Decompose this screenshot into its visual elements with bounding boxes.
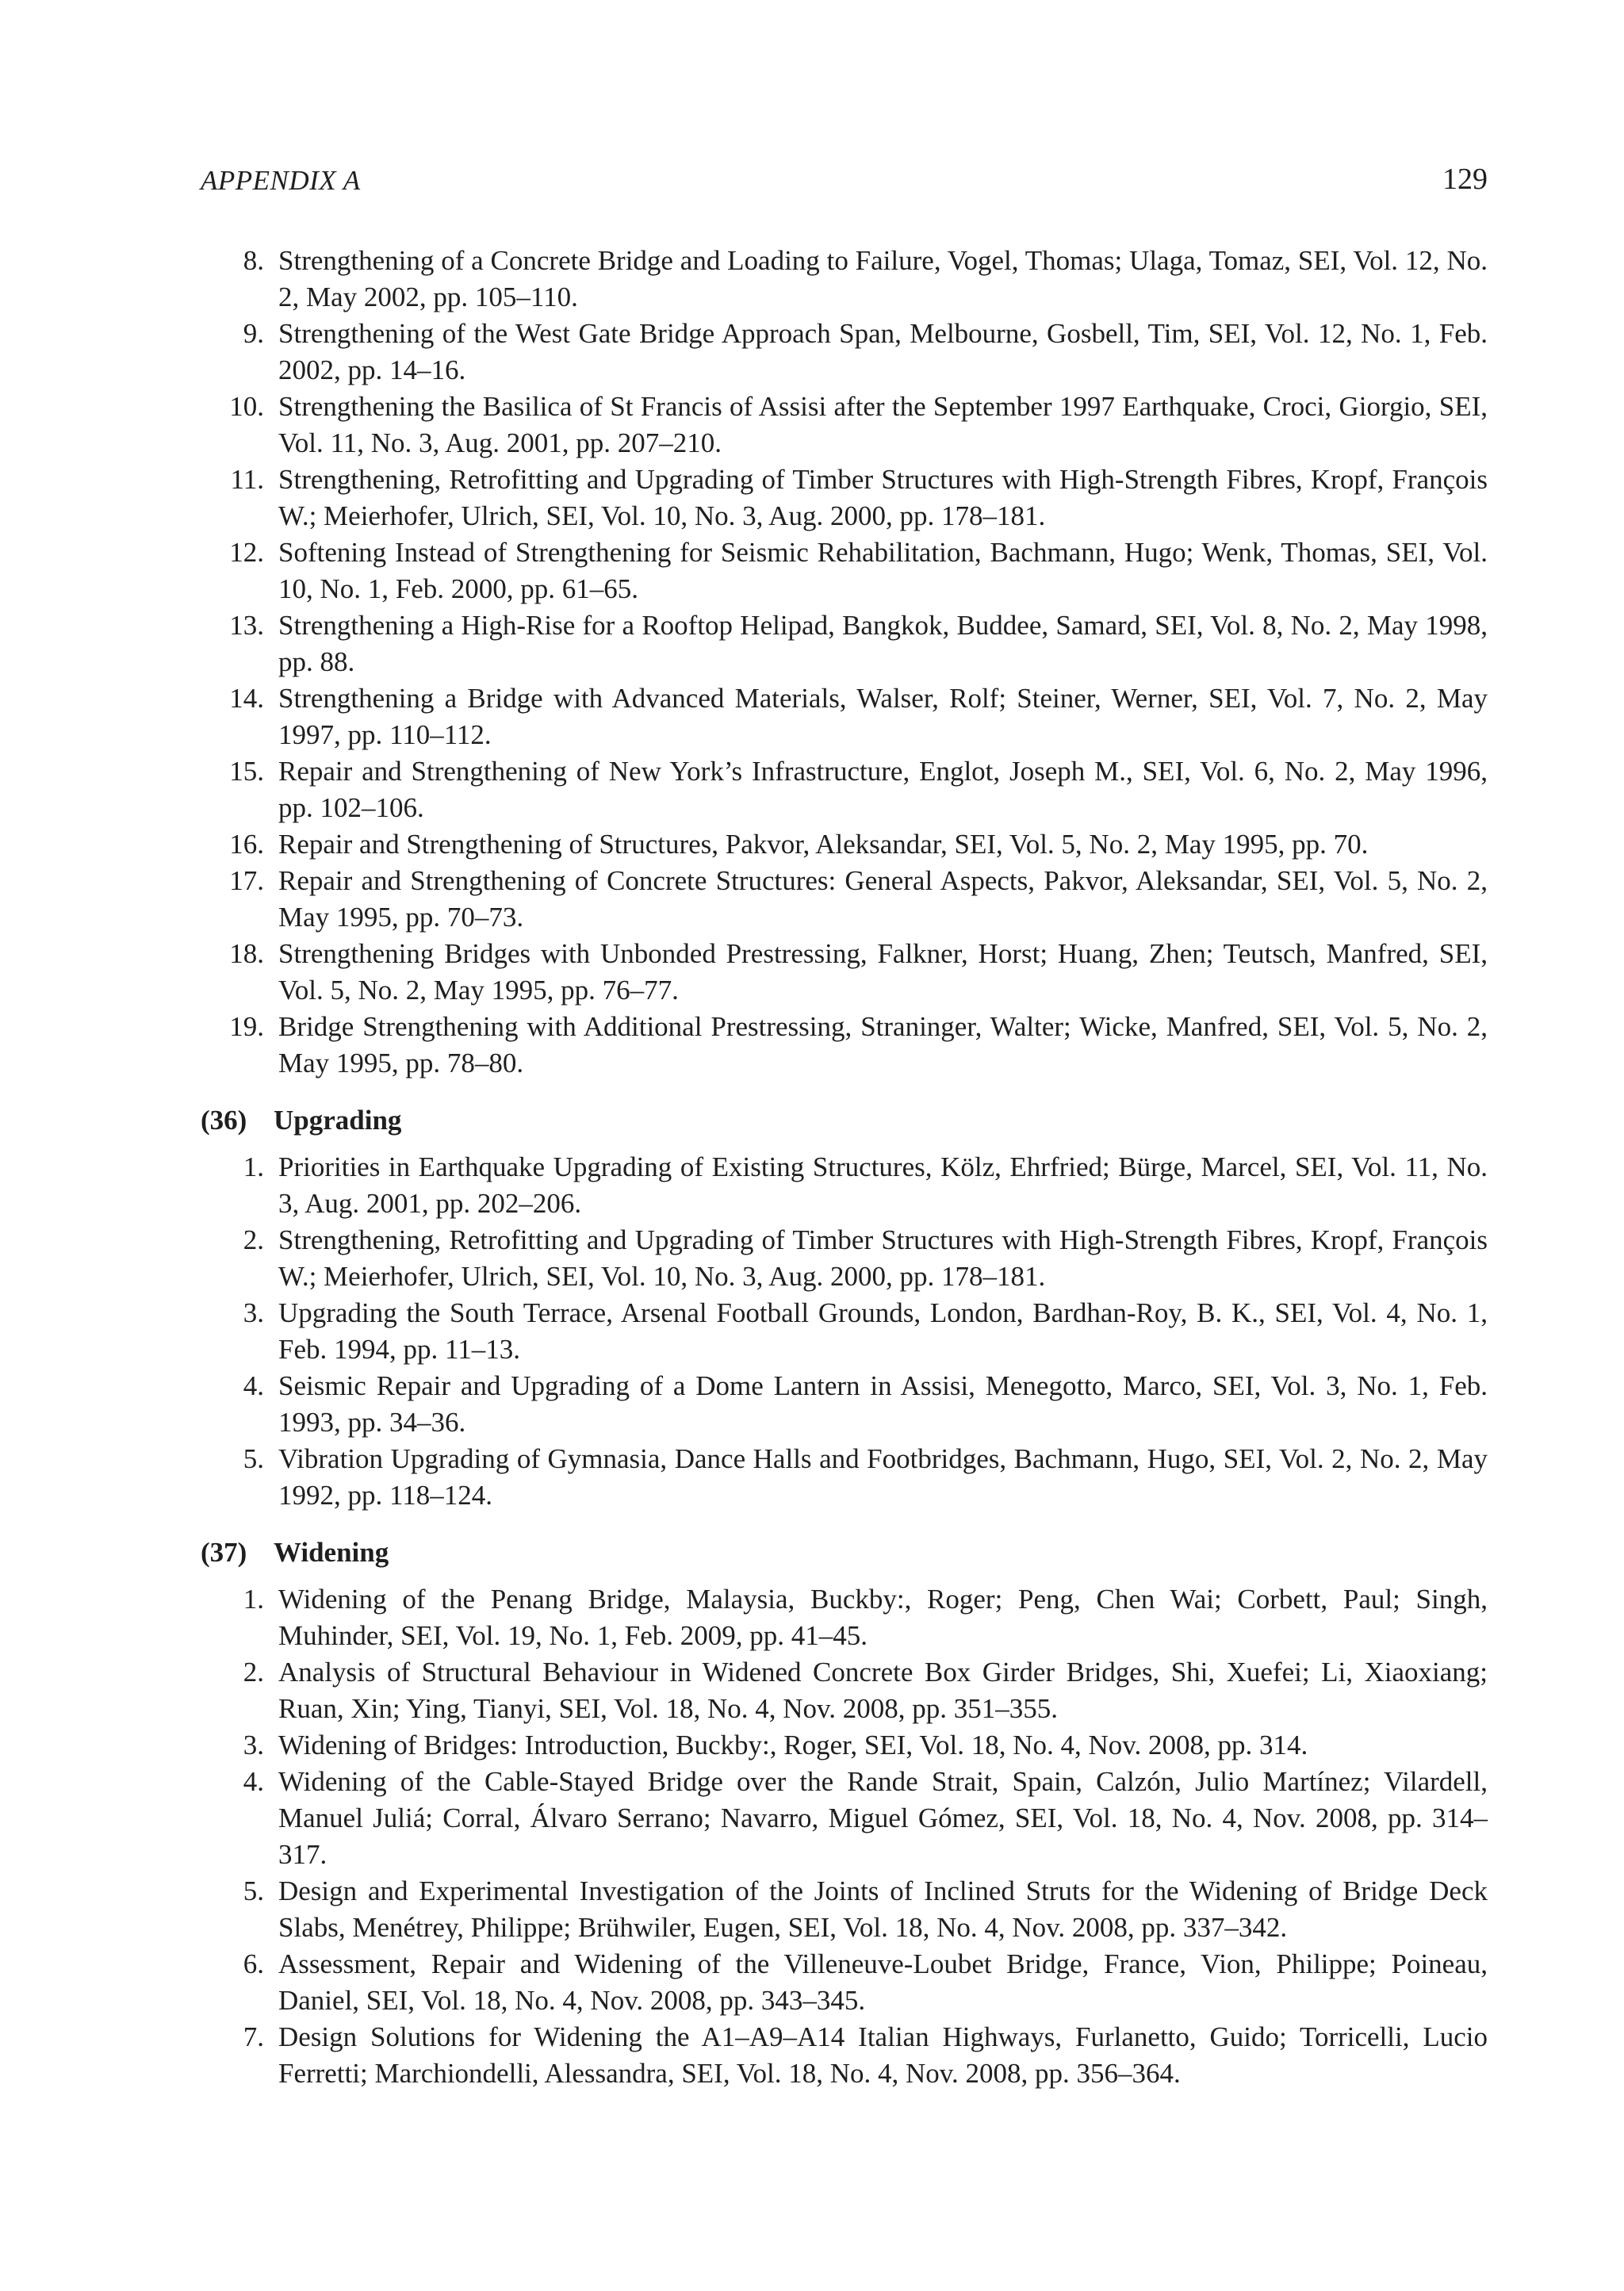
reference-item (201, 1009, 1488, 1082)
running-head (201, 163, 1488, 198)
reference-item (201, 1295, 1488, 1368)
reference-item (201, 1441, 1488, 1514)
reference-item (201, 1222, 1488, 1295)
reference-text: Strengthening of the West Gate Bridge Approach Span, Melbourne, Gosbell, Tim, SEI, Vol. 12, No. 1, Feb. 2002, pp. 14–16. (278, 318, 1488, 385)
reference-text: Upgrading the South Terrace, Arsenal Football Grounds, London, Bardhan-Roy, B. K., SEI, Vol. 4, No. 1, Feb. 1994, pp. 11–13. (278, 1297, 1488, 1365)
reference-item (201, 2019, 1488, 2092)
reference-text: Repair and Strengthening of Structures, Pakvor, Aleksandar, SEI, Vol. 5, No. 2, May 1995, pp. 70. (278, 829, 1369, 860)
reference-text: Widening of Bridges: Introduction, Buckby:, Roger, SEI, Vol. 18, No. 4, Nov. 2008, pp. 314. (278, 1730, 1308, 1760)
reference-number: 18. (229, 938, 264, 969)
reference-item (201, 1764, 1488, 1873)
reference-number: 4. (243, 1370, 264, 1401)
reference-number: 11. (230, 464, 264, 495)
reference-text: Strengthening the Basilica of St Francis of Assisi after the September 1997 Earthquake, Croci, Giorgio, SEI, Vol. 11, No. 3, Aug. 2001, pp. 207–210. (278, 391, 1488, 458)
reference-text: Assessment, Repair and Widening of the Villeneuve-Loubet Bridge, France, Vion, Philippe; Poineau, Daniel, SEI, Vol. 18, No. 4, Nov. 2008, pp. 343–345. (278, 1948, 1488, 2016)
reference-item (201, 1727, 1488, 1764)
section-heading-widening (201, 1534, 1488, 1571)
reference-number: 12. (229, 537, 264, 568)
reference-number: 10. (229, 391, 264, 422)
reference-number: 4. (243, 1766, 264, 1797)
reference-text: Strengthening, Retrofitting and Upgrading of Timber Structures with High-Strength Fibres, Kropf, François W.; Meierhofer, Ulrich, SEI, Vol. 10, No. 3, Aug. 2000, pp. 178–181. (278, 464, 1488, 531)
reference-number: 3. (243, 1297, 264, 1328)
reference-text: Analysis of Structural Behaviour in Widened Concrete Box Girder Bridges, Shi, Xuefei; Li, Xiaoxiang; Ruan, Xin; Ying, Tianyi, SEI, Vol. 18, No. 4, Nov. 2008, pp. 351–355. (278, 1657, 1488, 1724)
reference-text: Widening of the Penang Bridge, Malaysia, Buckby:, Roger; Peng, Chen Wai; Corbett, Paul; Singh, Muhinder, SEI, Vol. 19, No. 1, Feb. 2009, pp. 41–45. (278, 1584, 1488, 1651)
reference-item (201, 936, 1488, 1009)
reference-text: Softening Instead of Strengthening for Seismic Rehabilitation, Bachmann, Hugo; Wenk, Thomas, SEI, Vol. 10, No. 1, Feb. 2000, pp. 61–65. (278, 537, 1488, 604)
reference-item (201, 316, 1488, 389)
reference-number: 17. (229, 865, 264, 896)
reference-number: 5. (243, 1875, 264, 1906)
reference-item (201, 462, 1488, 534)
reference-number: 7. (243, 2021, 264, 2052)
reference-text: Vibration Upgrading of Gymnasia, Dance Halls and Footbridges, Bachmann, Hugo, SEI, Vol. 2, No. 2, May 1992, pp. 118–124. (278, 1443, 1488, 1511)
reference-number: 8. (243, 245, 264, 276)
reference-text: Repair and Strengthening of Concrete Structures: General Aspects, Pakvor, Aleksandar, SEI, Vol. 5, No. 2, May 1995, pp. 70–73. (278, 865, 1488, 933)
reference-text: Seismic Repair and Upgrading of a Dome Lantern in Assisi, Menegotto, Marco, SEI, Vol. 3, No. 1, Feb. 1993, pp. 34–36. (278, 1370, 1488, 1438)
reference-number: 6. (243, 1948, 264, 1979)
reference-item (201, 753, 1488, 826)
reference-item (201, 863, 1488, 936)
running-title: APPENDIX A (201, 165, 361, 196)
reference-list-widening (201, 1581, 1488, 2092)
reference-item (201, 534, 1488, 607)
reference-text: Strengthening a Bridge with Advanced Materials, Walser, Rolf; Steiner, Werner, SEI, Vol. 7, No. 2, May 1997, pp. 110–112. (278, 683, 1488, 750)
reference-item (201, 1149, 1488, 1222)
section-heading-upgrading (201, 1102, 1488, 1139)
reference-text: Bridge Strengthening with Additional Prestressing, Straninger, Walter; Wicke, Manfred, SEI, Vol. 5, No. 2, May 1995, pp. 78–80. (278, 1011, 1488, 1078)
reference-item (201, 1581, 1488, 1654)
reference-item (201, 826, 1488, 863)
section-number: (36) (201, 1105, 247, 1136)
reference-item (201, 1873, 1488, 1946)
reference-item (201, 1368, 1488, 1441)
reference-item (201, 1654, 1488, 1727)
reference-text: Repair and Strengthening of New York’s Infrastructure, Englot, Joseph M., SEI, Vol. 6, No. 2, May 1996, pp. 102–106. (278, 756, 1488, 823)
reference-text: Strengthening a High-Rise for a Rooftop Helipad, Bangkok, Buddee, Samard, SEI, Vol. 8, No. 2, May 1998, pp. 88. (278, 610, 1488, 677)
reference-number: 5. (243, 1443, 264, 1474)
reference-number: 15. (229, 756, 264, 787)
reference-number: 19. (229, 1011, 264, 1042)
reference-number: 1. (243, 1151, 264, 1182)
reference-text: Priorities in Earthquake Upgrading of Existing Structures, Kölz, Ehrfried; Bürge, Marcel, SEI, Vol. 11, No. 3, Aug. 2001, pp. 202–206. (278, 1151, 1488, 1219)
reference-text: Strengthening Bridges with Unbonded Prestressing, Falkner, Horst; Huang, Zhen; Teutsch, Manfred, SEI, Vol. 5, No. 2, May 1995, pp. 76–77. (278, 938, 1488, 1006)
reference-item (201, 680, 1488, 753)
reference-item (201, 243, 1488, 316)
reference-item (201, 1946, 1488, 2019)
reference-text: Design Solutions for Widening the A1–A9–A14 Italian Highways, Furlanetto, Guido; Torricelli, Lucio Ferretti; Marchiondelli, Alessandra, SEI, Vol. 18, No. 4, Nov. 2008, pp. 356–364. (278, 2021, 1488, 2089)
reference-number: 3. (243, 1730, 264, 1760)
reference-number: 2. (243, 1657, 264, 1688)
section-number: (37) (201, 1537, 247, 1568)
reference-number: 2. (243, 1224, 264, 1255)
reference-number: 16. (229, 829, 264, 860)
reference-text: Strengthening, Retrofitting and Upgrading of Timber Structures with High-Strength Fibres, Kropf, François W.; Meierhofer, Ulrich, SEI, Vol. 10, No. 3, Aug. 2000, pp. 178–181. (278, 1224, 1488, 1292)
reference-item (201, 607, 1488, 680)
reference-number: 14. (229, 683, 264, 714)
reference-text: Design and Experimental Investigation of the Joints of Inclined Struts for the Widening of Bridge Deck Slabs, Menétrey, Philippe; Brühwiler, Eugen, SEI, Vol. 18, No. 4, Nov. 2008, pp. 337–342. (278, 1875, 1488, 1943)
reference-text: Widening of the Cable-Stayed Bridge over the Rande Strait, Spain, Calzón, Julio Martínez; Vilardell, Manuel Juliá; Corral, Álvaro Serrano; Navarro, Miguel Gómez, SEI, Vol. 18, No. 4, Nov. 2008, pp. 314–317. (278, 1766, 1488, 1870)
reference-list-upgrading (201, 1149, 1488, 1514)
reference-item (201, 389, 1488, 462)
reference-number: 9. (243, 318, 264, 349)
reference-number: 1. (243, 1584, 264, 1615)
page-number: 129 (1442, 163, 1488, 196)
reference-list-continued (201, 243, 1488, 1082)
reference-number: 13. (229, 610, 264, 641)
section-title: Upgrading (274, 1105, 402, 1136)
section-title: Widening (274, 1537, 389, 1568)
page-content (201, 243, 1488, 2092)
reference-text: Strengthening of a Concrete Bridge and Loading to Failure, Vogel, Thomas; Ulaga, Tomaz, SEI, Vol. 12, No. 2, May 2002, pp. 105–110. (278, 245, 1488, 312)
